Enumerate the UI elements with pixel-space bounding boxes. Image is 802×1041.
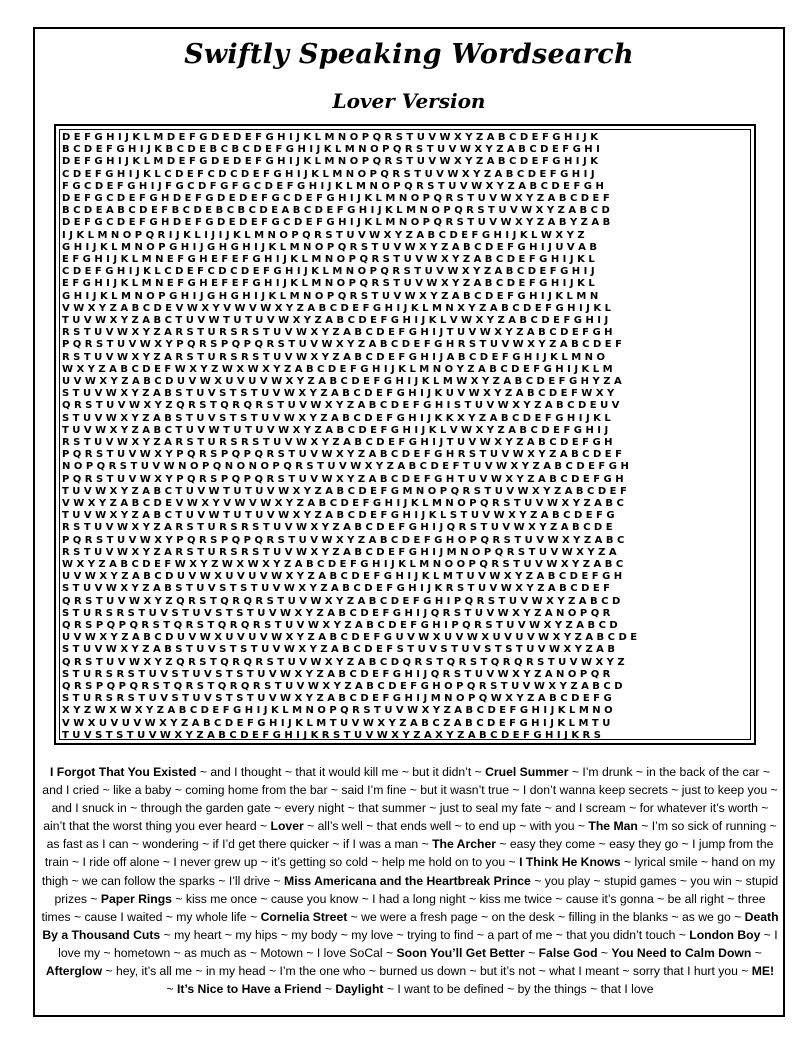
grid-row: U V W X Y Z A B C D U V W X U V U V W X Y Z A B C D E F G H I J K L M T U V W X Y Z A B C D E F G H <box>62 571 623 583</box>
grid-row: R S T U V W X Y Z A R S T U R S R S T U V W X Y Z A B C D E F G H I J M N O P Q R S T U V W X Y Z A <box>62 546 617 558</box>
worksheet-title: Swiftly Speaking Wordsearch <box>184 39 634 70</box>
lyric-text: ~ easy they come ~ easy they go ~ I jump from the train ~ I ride off alone ~ I never grew up ~ it’s getting so cold ~ help me hold on to you ~ <box>44 837 774 870</box>
grid-row: W X Y Z A B C D E F W X Y Z W X W X Y Z A B C D E F G H I J K L M N O O P Q R S T U V W X Y Z A B C <box>62 559 624 570</box>
grid-row: Q R S P Q P Q R S T Q R S T Q R Q R S T U V W X Y Z A B C D E F G H O P Q R S T U V W X Y Z A B C D <box>62 681 623 692</box>
grid-row: V W X Y Z A B C D E V W X Y V W V W X Y Z A B C D E F G H I J K L M N O P Q R S T U V W X Y Z A B C <box>62 498 624 509</box>
grid-row: N O P Q R S T U V W N O P Q N O N O P Q R S T U V W X Y Z A B C D E F T U V W X Y Z A B C D E F G H <box>62 461 629 473</box>
grid-row: U V W X Y Z A B C D U V W X U V U V W X Y Z A B C D E F G U V W X U V W X U V U V W X Y Z A B C D E <box>62 632 638 644</box>
grid-row: Q R S T U V W X Y Z Q R S T Q R Q R S T U V W X Y Z A B C D E F G H I S T U V W X Y Z A B C D E U V <box>62 400 620 412</box>
song-title: ME! <box>751 964 775 979</box>
grid-row: S T U V W X Y Z A B S T U V S T S T U V W X Y Z A B C D E F G H I J K K X Y Z A B C D E F G H I J K L <box>62 412 611 424</box>
grid-row: S T U V W X Y Z A B S T U V S T S T U V W X Y Z A B C D E F G H I J K R S T U V W X Y Z A B C D E F <box>62 583 610 595</box>
lyric-text: ~ all’s well ~ that ends well ~ to end up ~ with you ~ <box>303 819 589 834</box>
grid-row: D E F G C D E F G H D E F G D E D E F G C D E F G H I J K L M N O P Q R S T U V W X Y Z A B C D E F <box>62 193 610 204</box>
grid-row: D E F G H I J K L M D E F G D E D E F G H I J K L M N O P Q R S T U V W X Y Z A B C D E F G H I J K <box>62 156 598 168</box>
lyric-text: ~ <box>166 982 178 997</box>
lyric-text: ~ hey, it’s all me ~ in my head ~ I’m the one who ~ burned us down ~ but it’s not ~ what I meant ~ sorry that I hurt you ~ <box>102 964 752 979</box>
grid-row: F G C D E F G H I J F G C D F G F G C D E F G H I J K L M N O P Q R S T U V W X Y Z A B C D E F G H <box>62 180 604 192</box>
grid-row: B C D E A B C D E F B C D E B C B C D E A B C D E F G H I J K L M N O P Q R S T U V W X Y Z A B C D <box>62 205 610 217</box>
lyric-text: ~ I want to be defined ~ by the things ~ that I love <box>383 982 654 997</box>
grid-row: X Y Z W X W X Y Z A B C D E F G H I J K L M N O P Q R S T U V W X Y Z A B C D E F G H I J K L M N O <box>62 705 613 717</box>
grid-row: D E F G H I J K L M D E F G D E D E F G H I J K L M N O P Q R S T U V W X Y Z A B C D E F G H I J K <box>62 132 598 143</box>
grid-row: Q R S P Q P Q R S T Q R S T Q R Q R S T U V W X Y Z A B C D E F G H I P Q R S T U V W X Y Z A B C D <box>62 620 618 631</box>
lyric-text: ~ <box>524 945 539 960</box>
grid-row: V W X U V U V W X Y Z A B C D E F G H I J K L M T U V W X Y Z A B C Z A B C D E F G H I J K L M T U <box>62 717 611 729</box>
grid-row: S T U R S R S T U V S T U V S T S T U V W X Y Z A B C D E F G H I J Q R S T U V W X Y Z A N O P Q R <box>62 607 611 619</box>
grid-row: S T U R S R S T U V S T U V S T S T U V W X Y Z A B C D E F G H I J Q R S T U V W X Y Z A N O P Q R <box>62 668 611 680</box>
song-title: Miss Americana and the Heartbreak Prince <box>284 873 531 888</box>
grid-row: I J K L M N O P Q R I J K L I J I J K L M N O P Q R S T U V W X Y Z A B C D E F G H I J K L W X Y Z <box>62 229 585 241</box>
grid-row: E F G H I J K L M N E F G H E F E F G H I J K L M N O P Q R S T U V W X Y Z A B C D E F G H I J K L <box>62 254 595 265</box>
song-title: Death By a Thousand Cuts <box>42 909 779 942</box>
grid-row: E F G H I J K L M N E F G H E F E F G H I J K L M N O P Q R S T U V W X Y Z A B C D E F G H I J K L <box>62 278 595 290</box>
lyric-text: ~ <box>321 982 336 997</box>
grid-row: V W X Y Z A B C D E V W X Y V W V W X Y Z A B C D E F G H I J K L M N X Y Z A B C D E F G H I J K L <box>62 302 611 314</box>
grid-row: R S T U V W X Y Z A R S T U R S R S T U V W X Y Z A B C D E F G H I J T U V W X Y Z A B C D E F G H <box>62 437 613 448</box>
grid-row: R S T U V W X Y Z A R S T U R S R S T U V W X Y Z A B C D E F G H I J T U V W X Y Z A B C D E F G H <box>62 327 613 339</box>
grid-row: C D E F G H I J K L C D E F C D C D E F G H I J K L M N O P Q R S T U V W X Y Z A B C D E F G H I J <box>62 266 595 278</box>
worksheet-frame <box>33 27 785 1017</box>
lyrics-word-list <box>41 763 779 998</box>
song-title: Cornelia Street <box>260 909 348 924</box>
song-title: Daylight <box>335 982 384 997</box>
lyric-text: ~ you play ~ stupid games ~ you win ~ stupid prizes ~ <box>54 873 779 906</box>
wordsearch-grid <box>54 124 756 745</box>
song-title: I Think He Knows <box>519 855 621 870</box>
grid-row: T U V W X Y Z A B C T U V W T U T U V W X Y Z A B C D E F G H I J K L V W X Y Z A B C D E F G H I J <box>62 424 609 436</box>
grid-row: R S T U V W X Y Z A R S T U R S R S T U V W X Y Z A B C D E F G H I J Q R S T U V W X Y Z A B C D E <box>62 522 613 534</box>
grid-row: T U V W X Y Z A B C T U V W T U T U V W X Y Z A B C D E F G H I J K L V W X Y Z A B C D E F G H I J <box>62 315 609 326</box>
grid-row: P Q R S T U V W X Y P Q R S P Q P Q R S T U V W X Y Z A B C D E F G H T U V W X Y Z A B C D E F G H <box>62 473 624 485</box>
lyric-text: ~ I love my ~ hometown ~ as much as ~ Motown ~ I love SoCal ~ <box>58 927 778 960</box>
lyric-text: ~ I’m so sick of running ~ as fast as I can ~ wondering ~ if I’d get there quicker ~ if I was a man ~ <box>46 819 777 852</box>
song-title: Soon You’ll Get Better <box>396 945 525 960</box>
lyric-text: ~ lyrical smile ~ hand on my thigh ~ we can follow the sparks ~ I’ll drive ~ <box>41 855 776 888</box>
lyric-text: ~ <box>597 945 612 960</box>
grid-row: P Q R S T U V W X Y P Q R S P Q P Q R S T U V W X Y Z A B C D E F G H O P Q R S T U V W X Y Z A B C <box>62 534 625 546</box>
wordsearch-grid-inner <box>59 129 751 740</box>
song-title: London Boy <box>689 927 761 942</box>
lyric-text: ~ I’m drunk ~ in the back of the car ~ and I cried ~ like a baby ~ coming home from the bar ~ said I’m fine ~ but it wasn’t true ~ I don’t wanna keep secrets ~ just to keep you ~ and I snuck in ~ through the garden gate ~ every night ~ that summer ~ just to seal my fate ~ and I scream ~ for whatever it’s worth ~ ain’t that the worst thing you ever heard ~ <box>42 765 778 834</box>
grid-row: U V W X Y Z A B C D U V W X U V U V W X Y Z A B C D E F G H I J K L M W X Y Z A B C D E F G H Y Z A <box>62 376 622 387</box>
lyric-text: ~ kiss me once ~ cause you know ~ I had a long night ~ kiss me twice ~ cause it’s gonna ~ be all right ~ three times ~ cause I waited ~ my whole life ~ <box>41 891 766 924</box>
grid-row: G H I J K L M N O P G H I J G H G H I J K L M N O P Q R S T U V W X Y Z A B C D E F G H I J K L M N <box>62 290 599 302</box>
song-title: The Man <box>588 819 638 834</box>
grid-row: P Q R S T U V W X Y P Q R S P Q P Q R S T U V W X Y Z A B C D E F G H R S T U V W X Y Z A B C D E F <box>62 339 622 351</box>
lyric-text: ~ <box>751 945 762 960</box>
grid-row: G H I J K L M N O P G H I J G H G H I J K L M N O P Q R S T U V W X Y Z A B C D E F G H I J U V A B <box>62 241 597 253</box>
grid-row: W X Y Z A B C D E F W X Y Z W X W X Y Z A B C D E F G H I J K L M N O Y Z A B C D E F G H I J K L M <box>62 363 613 375</box>
grid-row: Q R S T U V W X Y Z Q R S T Q R Q R S T U V W X Y Z A B C D Q R S T Q R S T Q R Q R S T U V W X Y Z <box>62 656 625 668</box>
grid-row: C D E F G H I J K L C D E F C D C D E F G H I J K L M N O P Q R S T U V W X Y Z A B C D E F G H I J <box>62 168 595 180</box>
song-title: The Archer <box>432 837 496 852</box>
song-title: Paper Rings <box>100 891 172 906</box>
grid-row: S T U V W X Y Z A B S T U V S T S T U V W X Y Z A B C D E F G H I J K U V W X Y Z A B C D E F W X Y <box>62 388 615 400</box>
song-title: Lover <box>270 819 304 834</box>
song-title: Cruel Summer <box>485 765 569 779</box>
lyric-text: ~ my heart ~ my hips ~ my body ~ my love ~ trying to find ~ a part of me ~ that you didn’t touch ~ <box>160 927 690 942</box>
song-title: It’s Nice to Have a Friend <box>177 982 322 997</box>
grid-row: B C D E F G H I J K B C D E B C B C D E F G H I J K L M N O P Q R S T U V W X Y Z A B C D E F G H I <box>62 144 600 156</box>
grid-row: S T U V W X Y Z A B S T U V S T S T U V W X Y Z A B C D E F S T U V S T U V S T S T U V W X Y Z A B <box>62 644 616 656</box>
grid-row: R S T U V W X Y Z A R S T U R S R S T U V W X Y Z A B C D E F G H I J A B C D E F G H I J K L M N O <box>62 351 606 363</box>
grid-row: T U V W X Y Z A B C T U V W T U T U V W X Y Z A B C D E F G H I J K L S T U V W X Y Z A B C D E F G <box>62 510 615 522</box>
grid-row: T U V W X Y Z A B C T U V W T U T U V W X Y Z A B C D E F G M N O P Q R S T U V W X Y Z A B C D E F <box>62 485 627 497</box>
song-title: False God <box>538 945 598 960</box>
song-title: You Need to Calm Down <box>611 945 752 960</box>
lyric-text: ~ we were a fresh page ~ on the desk ~ filling in the blanks ~ as we go ~ <box>347 909 745 924</box>
grid-row: Q R S T U V W X Y Z Q R S T Q R Q R S T U V W X Y Z A B C D E F G H I P Q R S T U V W X Y Z A B C D <box>62 595 621 607</box>
grid-row: T U V S T S T U V W X Y Z A B C D E F G H I J K R S T U V W X Y Z A X Y Z A B C D E F G H I J K R S <box>62 729 601 741</box>
song-title: I Forgot That You Existed <box>50 765 197 779</box>
lyric-text: ~ and I thought ~ that it would kill me ~ but it didn’t ~ <box>196 765 486 779</box>
grid-row: S T U R S R S T U V S T U V S T S T U V W X Y Z A B C D E F G H I J M N O P Q W X Y Z A B C D E F G <box>62 693 612 705</box>
song-title: Afterglow <box>45 964 103 979</box>
worksheet-subtitle: Lover Version <box>332 89 486 113</box>
grid-row: D E F G C D E F G H D E F G D E D E F G C D E F G H I J K L M N O P Q R S T U V W X Y Z A B Y Z A B <box>62 217 611 229</box>
grid-row: P Q R S T U V W X Y P Q R S P Q P Q R S T U V W X Y Z A B C D E F G H R S T U V W X Y Z A B C D E F <box>62 449 622 461</box>
